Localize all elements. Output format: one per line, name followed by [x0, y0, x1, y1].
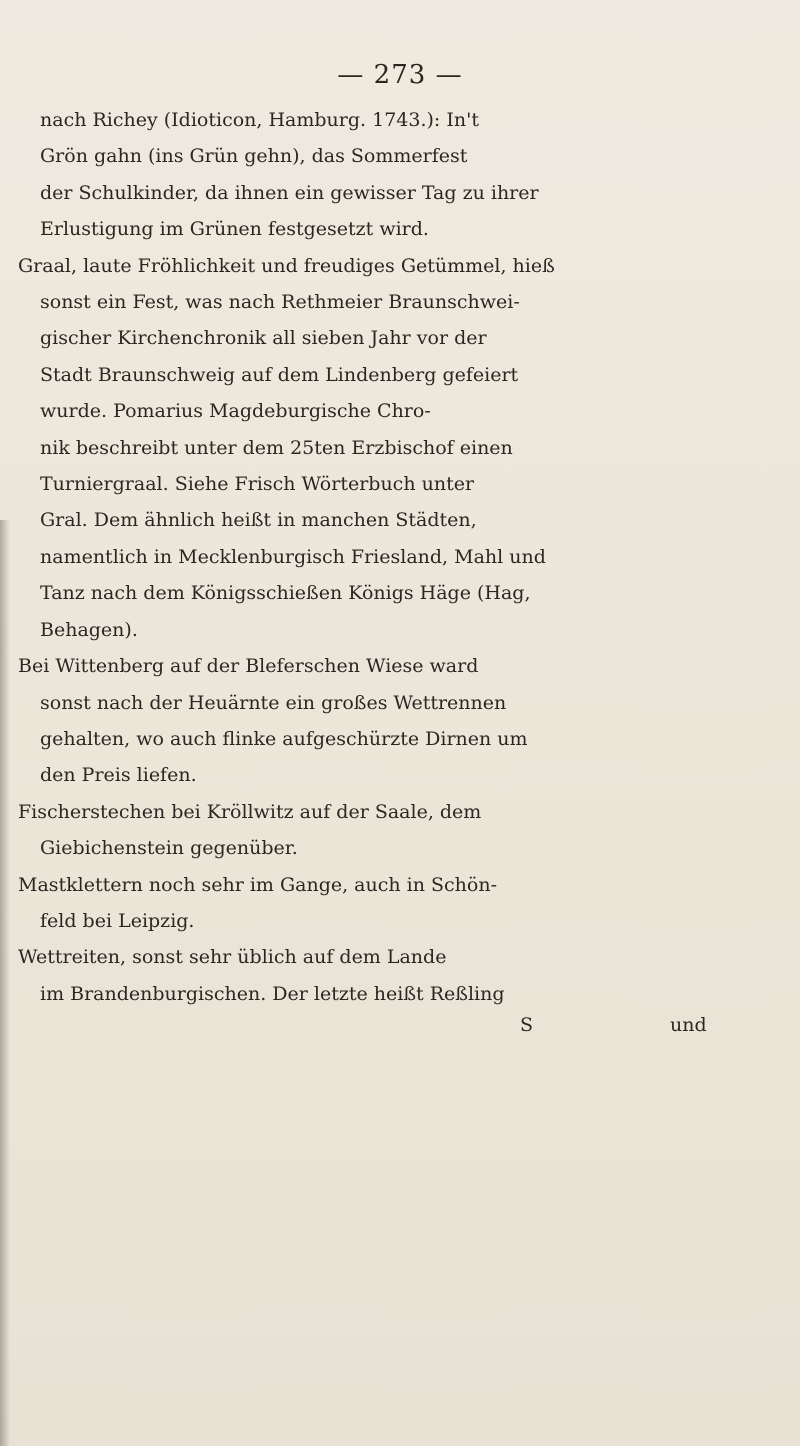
page-number-header: — 273 — [337, 60, 463, 90]
text-line: Gral. Dem ähnlich heißt in manchen Städten, [40, 509, 477, 532]
text-line: den Preis liefen. [40, 764, 197, 787]
text-line: Stadt Braunschweig auf dem Lindenberg gefeiert [40, 363, 519, 386]
text-line: nach Richey (Idioticon, Hamburg. 1743.): In't [40, 109, 479, 131]
text-line: Graal, laute Fröhlichkeit und freudiges Getümmel, hieß [18, 254, 555, 277]
text-line: Tanz nach dem Königsschießen Königs Häge (Hag, [40, 582, 531, 605]
text-line: gehalten, wo auch flinke aufgeschürzte Dirnen um [40, 727, 528, 750]
text-line: Giebichenstein gegenüber. [40, 837, 298, 860]
entry-fischerstechen [18, 794, 718, 867]
text-line: gischer Kirchenchronik all sieben Jahr vor der [40, 327, 487, 350]
text-line: der Schulkinder, da ihnen ein gewisser Tag zu ihrer [40, 181, 539, 204]
text-line: Grön gahn (ins Grün gehn), das Sommerfest [40, 145, 468, 168]
text-line: Wettreiten, sonst sehr üblich auf dem Lande [18, 946, 447, 969]
text-line: Turniergraal. Siehe Frisch Wörterbuch unter [40, 473, 475, 496]
text-line: feld bei Leipzig. [40, 909, 195, 932]
text-line: nik beschreibt unter dem 25ten Erzbischof einen [40, 436, 513, 459]
entry-groen-gahn [18, 102, 718, 248]
page-gutter-shadow [0, 520, 10, 1446]
text-line: Bei Wittenberg auf der Bleferschen Wiese ward [18, 655, 479, 678]
body-text [18, 102, 718, 1012]
text-line: Behagen). [40, 618, 138, 641]
text-line: namentlich in Mecklenburgisch Friesland, Mahl und [40, 545, 546, 568]
entry-graal [18, 248, 718, 648]
text-line: wurde. Pomarius Magdeburgische Chro- [40, 400, 431, 423]
entry-mastklettern [18, 867, 718, 940]
entry-wittenberg [18, 648, 718, 794]
entry-wettreiten [18, 939, 718, 1012]
text-line: im Brandenburgischen. Der letzte heißt Reßling [40, 982, 505, 1005]
signature-mark: S [520, 1014, 534, 1036]
text-line: Erlustigung im Grünen festgesetzt wird. [40, 218, 429, 241]
catchword: und [670, 1014, 707, 1036]
text-line: sonst ein Fest, was nach Rethmeier Braunschwei- [40, 291, 520, 314]
text-line: Mastklettern noch sehr im Gange, auch in Schön- [18, 873, 498, 896]
text-line: Fischerstechen bei Kröllwitz auf der Saale, dem [18, 800, 482, 823]
text-line: sonst nach der Heuärnte ein großes Wettrennen [40, 691, 507, 714]
